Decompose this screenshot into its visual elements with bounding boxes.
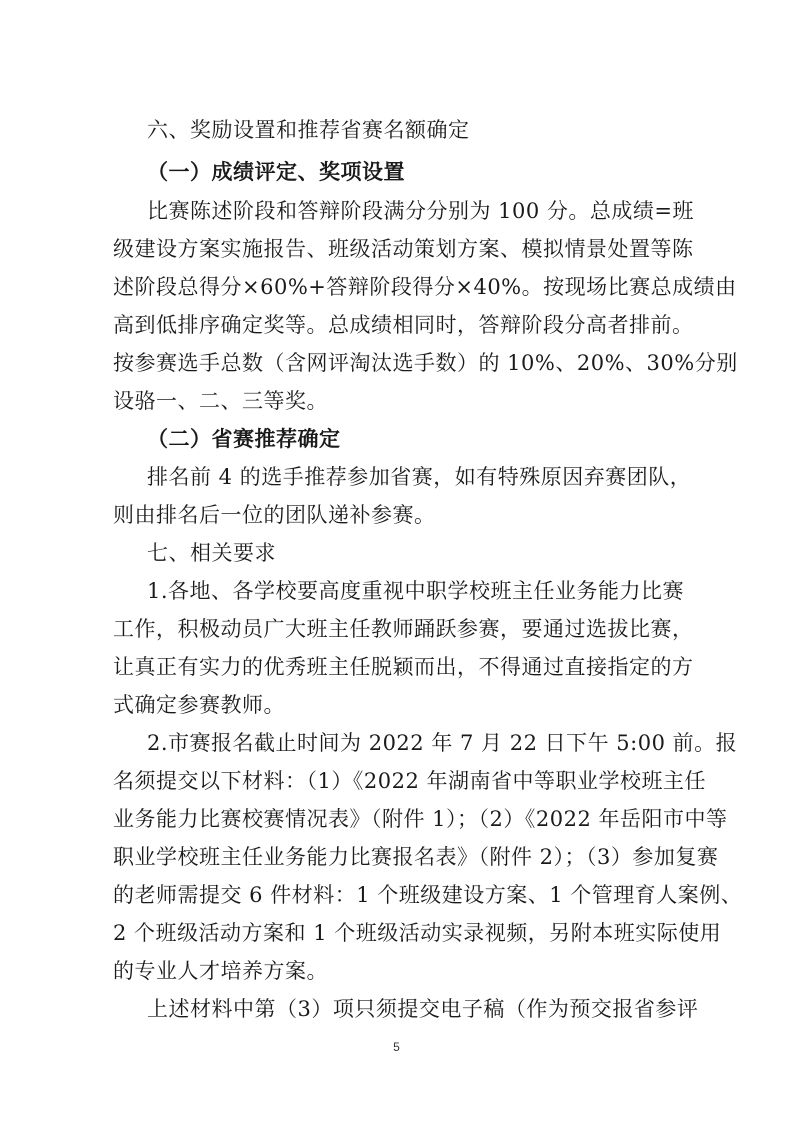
subsection-1-heading: （一）成绩评定、奖项设置 bbox=[147, 159, 405, 184]
paragraph-line: 述阶段总得分×60%+答辩阶段得分×40%。按现场比赛总成绩由 bbox=[113, 275, 737, 299]
paragraph-line: 上述材料中第（3）项只须提交电子稿（作为预交报省参评 bbox=[147, 997, 699, 1021]
paragraph-line: 按参赛选手总数（含网评淘汰选手数）的 10%、20%、30%分别 bbox=[113, 351, 738, 375]
paragraph-line: 2 个班级活动方案和 1 个班级活动实录视频，另附本班实际使用 bbox=[113, 921, 722, 945]
paragraph-line: 职业学校班主任业务能力比赛报名表》（附件 2）；（3）参加复赛 bbox=[113, 845, 719, 869]
paragraph-line: 的老师需提交 6 件材料：1 个班级建设方案、1 个管理育人案例、 bbox=[113, 883, 743, 907]
subsection-2-heading: （二）省赛推荐确定 bbox=[147, 426, 341, 451]
paragraph-line: 比赛陈述阶段和答辩阶段满分分别为 100 分。总成绩=班 bbox=[147, 199, 695, 223]
paragraph-line: 则由排名后一位的团队递补参赛。 bbox=[113, 503, 436, 527]
paragraph-line: 业务能力比赛校赛情况表》（附件 1）；（2）《2022 年岳阳市中等 bbox=[113, 807, 728, 831]
paragraph-line: 设骆一、二、三等奖。 bbox=[113, 389, 328, 413]
paragraph-line: 工作，积极动员广大班主任教师踊跃参赛，要通过选拔比赛， bbox=[113, 617, 694, 641]
section-7-heading: 七、相关要求 bbox=[147, 541, 276, 565]
page-number: 5 bbox=[393, 1040, 400, 1054]
paragraph-line: 排名前 4 的选手推荐参加省赛，如有特殊原因弃赛团队， bbox=[147, 465, 692, 489]
paragraph-line: 名须提交以下材料：（1）《2022 年湖南省中等职业学校班主任 bbox=[113, 769, 706, 793]
paragraph-line: 让真正有实力的优秀班主任脱颖而出，不得通过直接指定的方 bbox=[113, 655, 694, 679]
paragraph-line: 1.各地、各学校要高度重视中职学校班主任业务能力比赛 bbox=[147, 579, 685, 603]
paragraph-line: 的专业人才培养方案。 bbox=[113, 959, 328, 983]
paragraph-line: 级建设方案实施报告、班级活动策划方案、模拟情景处置等陈 bbox=[113, 237, 694, 261]
paragraph-line: 高到低排序确定奖等。总成绩相同时，答辩阶段分高者排前。 bbox=[113, 313, 694, 337]
paragraph-line: 2.市赛报名截止时间为 2022 年 7 月 22 日下午 5:00 前。报 bbox=[147, 731, 738, 755]
paragraph-line: 式确定参赛教师。 bbox=[113, 693, 285, 717]
section-6-heading: 六、奖励设置和推荐省赛名额确定 bbox=[147, 118, 470, 142]
